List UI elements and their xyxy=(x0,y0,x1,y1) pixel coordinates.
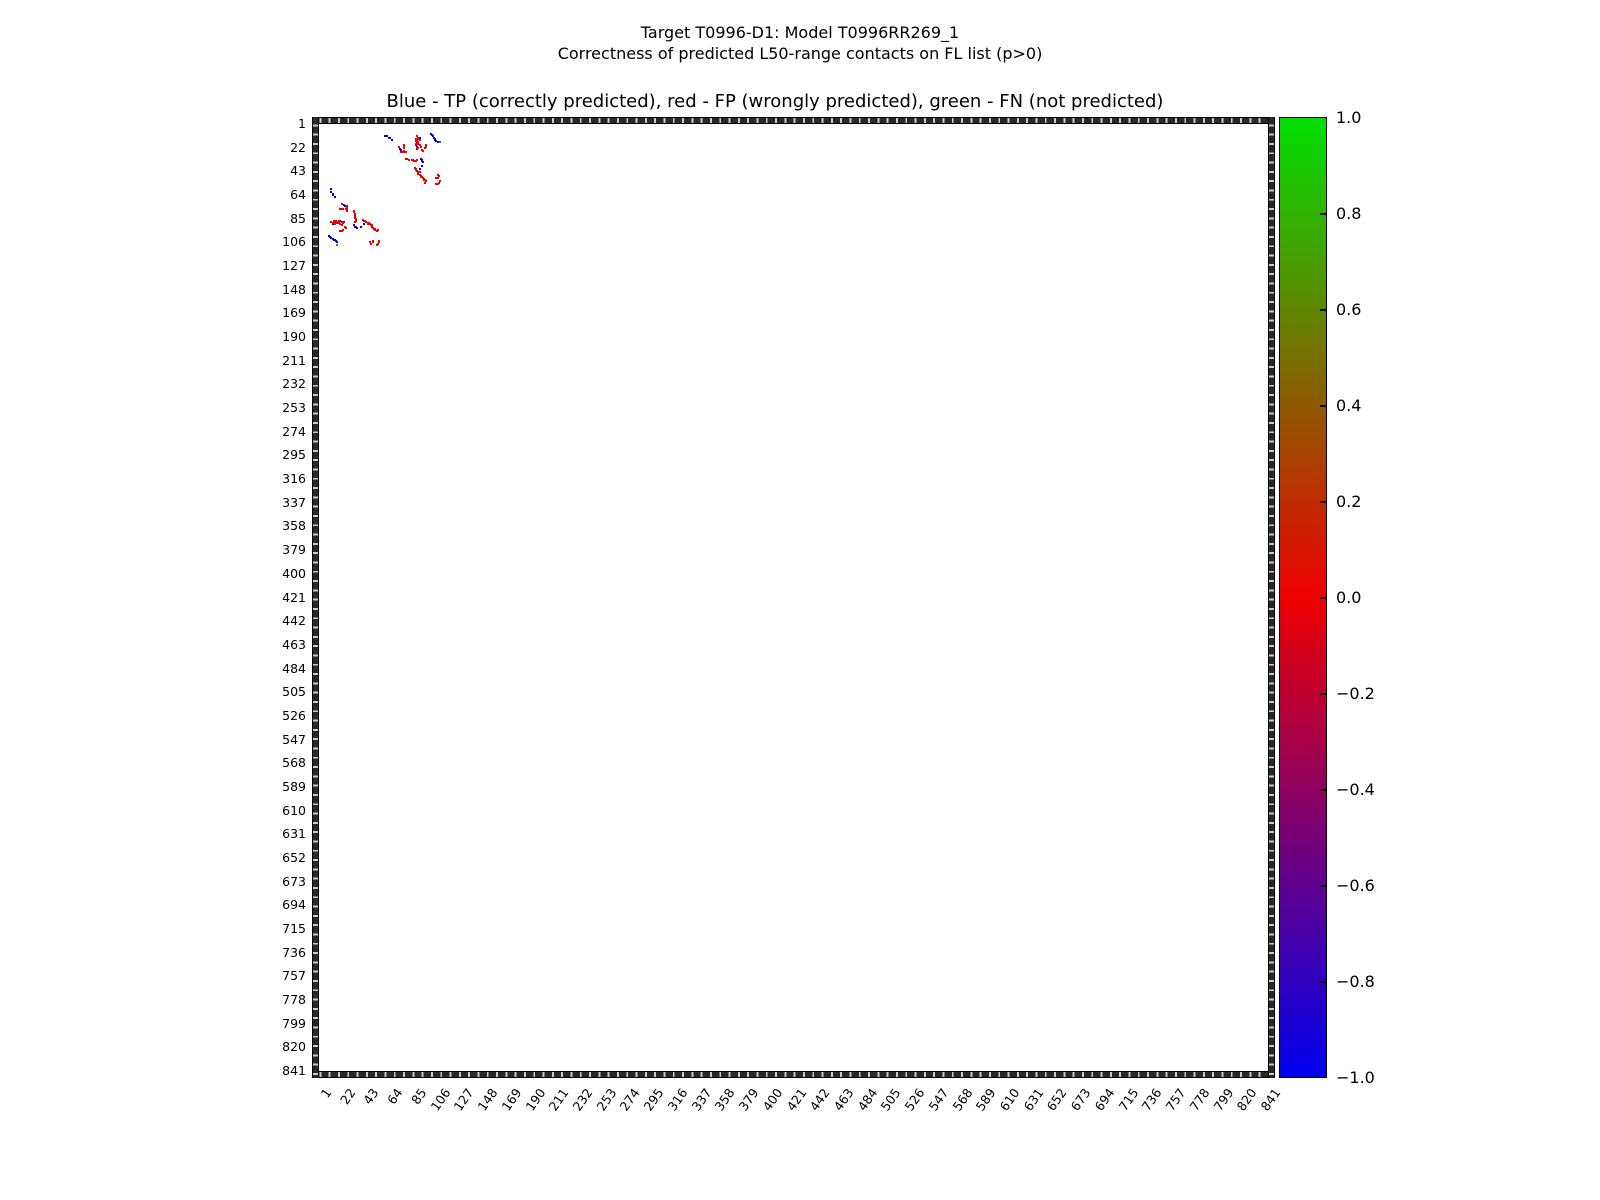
y-tick-label: 610 xyxy=(282,802,306,818)
x-tick-label: 820 xyxy=(1233,1085,1260,1114)
y-tick-label: 211 xyxy=(282,352,306,368)
contact-point-fp xyxy=(437,183,439,185)
x-tick-label: 463 xyxy=(830,1085,857,1114)
contact-point-fn xyxy=(439,141,441,143)
contact-point-fp xyxy=(378,241,380,243)
contact-point-fp xyxy=(355,220,357,222)
contact-point-tp xyxy=(391,139,393,141)
x-tick-label: 337 xyxy=(688,1085,715,1114)
contact-point-fn xyxy=(336,244,338,246)
y-tick-label: 736 xyxy=(282,944,306,960)
plot-border-left xyxy=(312,117,319,1078)
x-tick-label: 631 xyxy=(1020,1085,1047,1114)
colorbar-tick xyxy=(1320,981,1326,983)
contact-point-fp xyxy=(420,146,422,148)
y-tick-label: 64 xyxy=(290,187,306,203)
x-tick-label: 43 xyxy=(360,1085,382,1108)
y-tick-label: 673 xyxy=(282,873,306,889)
x-tick-label: 211 xyxy=(545,1085,572,1114)
contact-point-fp xyxy=(415,160,417,162)
y-tick-label: 589 xyxy=(282,778,306,794)
x-tick-label: 736 xyxy=(1138,1085,1165,1114)
x-tick-label: 274 xyxy=(616,1085,643,1114)
y-tick-label: 400 xyxy=(282,565,306,581)
contact-point-tp xyxy=(421,165,423,167)
x-tick-label: 400 xyxy=(759,1085,786,1114)
colorbar-tick xyxy=(1320,693,1326,695)
y-tick-label: 295 xyxy=(282,447,306,463)
y-tick-label: 757 xyxy=(282,968,306,984)
colorbar-tick xyxy=(1320,309,1326,311)
y-tick-label: 43 xyxy=(290,163,306,179)
x-tick-label: 253 xyxy=(593,1085,620,1114)
x-tick-label: 673 xyxy=(1067,1085,1094,1114)
x-tick-label: 694 xyxy=(1091,1085,1118,1114)
y-tick-label: 442 xyxy=(282,613,306,629)
y-tick-label: 652 xyxy=(282,849,306,865)
y-tick-label: 358 xyxy=(282,518,306,534)
colorbar-tick-label: −0.2 xyxy=(1336,683,1375,703)
y-tick-label: 463 xyxy=(282,636,306,652)
contact-point-tp xyxy=(334,196,336,198)
colorbar-tick xyxy=(1320,405,1326,407)
contact-point-tp xyxy=(363,223,365,225)
y-tick-label: 232 xyxy=(282,376,306,392)
figure-title-line2: Correctness of predicted L50-range contacts on FL list (p>0) xyxy=(557,44,1043,63)
colorbar-tick-label: 0.4 xyxy=(1336,395,1362,415)
contact-point-fp xyxy=(422,150,424,152)
x-tick-label: 610 xyxy=(996,1085,1023,1114)
contact-point-fp xyxy=(342,208,344,210)
y-tick-label: 22 xyxy=(290,139,306,155)
y-tick-label: 631 xyxy=(282,826,306,842)
colorbar-tick-label: 0.2 xyxy=(1336,491,1362,511)
plot-border-top xyxy=(312,117,1275,124)
contact-point-fp xyxy=(341,203,343,205)
axes-legend-title: Blue - TP (correctly predicted), red - FP (wrongly predicted), green - FN (not predicted) xyxy=(386,91,1164,112)
colorbar-tick-label: −0.4 xyxy=(1336,779,1375,799)
x-tick-label: 1 xyxy=(317,1085,335,1101)
colorbar-tick-label: 0.8 xyxy=(1336,203,1362,223)
y-tick-label: 169 xyxy=(282,305,306,321)
contact-point-fp xyxy=(345,227,347,229)
x-tick-label: 799 xyxy=(1210,1085,1237,1114)
colorbar-tick xyxy=(1320,213,1326,215)
y-tick-label: 127 xyxy=(282,258,306,274)
contact-point-fp xyxy=(346,210,348,212)
x-tick-label: 421 xyxy=(782,1085,809,1114)
y-tick-label: 526 xyxy=(282,707,306,723)
x-tick-label: 841 xyxy=(1257,1085,1284,1114)
y-tick-label: 316 xyxy=(282,471,306,487)
contact-point-tp xyxy=(360,226,362,228)
x-tick-label: 526 xyxy=(901,1085,928,1114)
x-tick-label: 568 xyxy=(949,1085,976,1114)
x-tick-label: 169 xyxy=(498,1085,525,1114)
x-tick-label: 652 xyxy=(1043,1085,1070,1114)
y-tick-label: 253 xyxy=(282,400,306,416)
colorbar-tick-label: −0.8 xyxy=(1336,971,1375,991)
x-tick-label: 379 xyxy=(735,1085,762,1114)
contact-point-fp xyxy=(342,229,344,231)
contact-map-plot xyxy=(312,117,1275,1078)
contact-point-fp xyxy=(372,241,374,243)
contact-point-fp xyxy=(437,177,439,179)
y-tick-label: 379 xyxy=(282,542,306,558)
colorbar-tick-label: −1.0 xyxy=(1336,1067,1375,1087)
x-tick-label: 106 xyxy=(427,1085,454,1114)
contact-point-fp xyxy=(424,182,426,184)
colorbar-tick-label: 0.0 xyxy=(1336,587,1362,607)
contact-point-fp xyxy=(341,224,343,226)
colorbar-tick-label: 0.6 xyxy=(1336,299,1362,319)
contact-point-tp xyxy=(422,161,424,163)
y-tick-label: 505 xyxy=(282,684,306,700)
x-tick-label: 442 xyxy=(806,1085,833,1114)
colorbar-tick xyxy=(1320,597,1326,599)
x-tick-label: 505 xyxy=(877,1085,904,1114)
y-tick-label: 778 xyxy=(282,991,306,1007)
y-tick-label: 421 xyxy=(282,589,306,605)
contact-point-fp xyxy=(424,147,426,149)
y-tick-label: 148 xyxy=(282,281,306,297)
colorbar-tick-label: −0.6 xyxy=(1336,875,1375,895)
contact-point-fp xyxy=(377,229,379,231)
x-tick-label: 757 xyxy=(1162,1085,1189,1114)
y-tick-label: 820 xyxy=(282,1039,306,1055)
x-tick-label: 715 xyxy=(1115,1085,1142,1114)
x-tick-label: 148 xyxy=(474,1085,501,1114)
y-tick-label: 694 xyxy=(282,897,306,913)
x-tick-label: 589 xyxy=(972,1085,999,1114)
contact-point-fp xyxy=(343,221,345,223)
y-tick-label: 190 xyxy=(282,329,306,345)
contact-point-fp xyxy=(398,146,400,148)
y-tick-label: 568 xyxy=(282,755,306,771)
x-tick-label: 64 xyxy=(384,1085,406,1108)
x-tick-label: 295 xyxy=(640,1085,667,1114)
y-tick-label: 85 xyxy=(290,210,306,226)
colorbar-tick-label: 1.0 xyxy=(1336,107,1362,127)
y-tick-label: 715 xyxy=(282,920,306,936)
contact-point-tp xyxy=(356,227,358,229)
y-tick-label: 799 xyxy=(282,1015,306,1031)
x-tick-label: 316 xyxy=(664,1085,691,1114)
x-tick-label: 547 xyxy=(925,1085,952,1114)
y-tick-label: 841 xyxy=(282,1063,306,1078)
plot-border-right xyxy=(1268,117,1275,1078)
x-tick-label: 358 xyxy=(711,1085,738,1114)
x-tick-label: 484 xyxy=(854,1085,881,1114)
y-tick-label: 106 xyxy=(282,234,306,250)
contact-point-fp xyxy=(416,148,418,150)
contact-point-fp xyxy=(405,151,407,153)
x-tick-label: 190 xyxy=(522,1085,548,1114)
y-tick-label: 1 xyxy=(298,116,306,131)
x-tick-label: 22 xyxy=(336,1085,359,1108)
x-tick-label: 778 xyxy=(1186,1085,1213,1114)
figure-title xyxy=(0,22,1600,64)
y-tick-label: 337 xyxy=(282,494,306,510)
figure-title-line1: Target T0996-D1: Model T0996RR269_1 xyxy=(640,23,960,42)
colorbar-tick xyxy=(1320,789,1326,791)
x-tick-label: 85 xyxy=(407,1085,430,1108)
y-tick-label: 274 xyxy=(282,423,306,439)
colorbar-tick xyxy=(1320,501,1326,503)
contact-point-fp xyxy=(403,147,405,149)
y-tick-label: 484 xyxy=(282,660,306,676)
x-tick-label: 127 xyxy=(450,1085,477,1114)
x-tick-label: 232 xyxy=(569,1085,596,1114)
plot-border-bottom xyxy=(312,1071,1275,1078)
colorbar-tick xyxy=(1320,885,1326,887)
contact-point-tp xyxy=(419,168,421,170)
y-tick-label: 547 xyxy=(282,731,306,747)
